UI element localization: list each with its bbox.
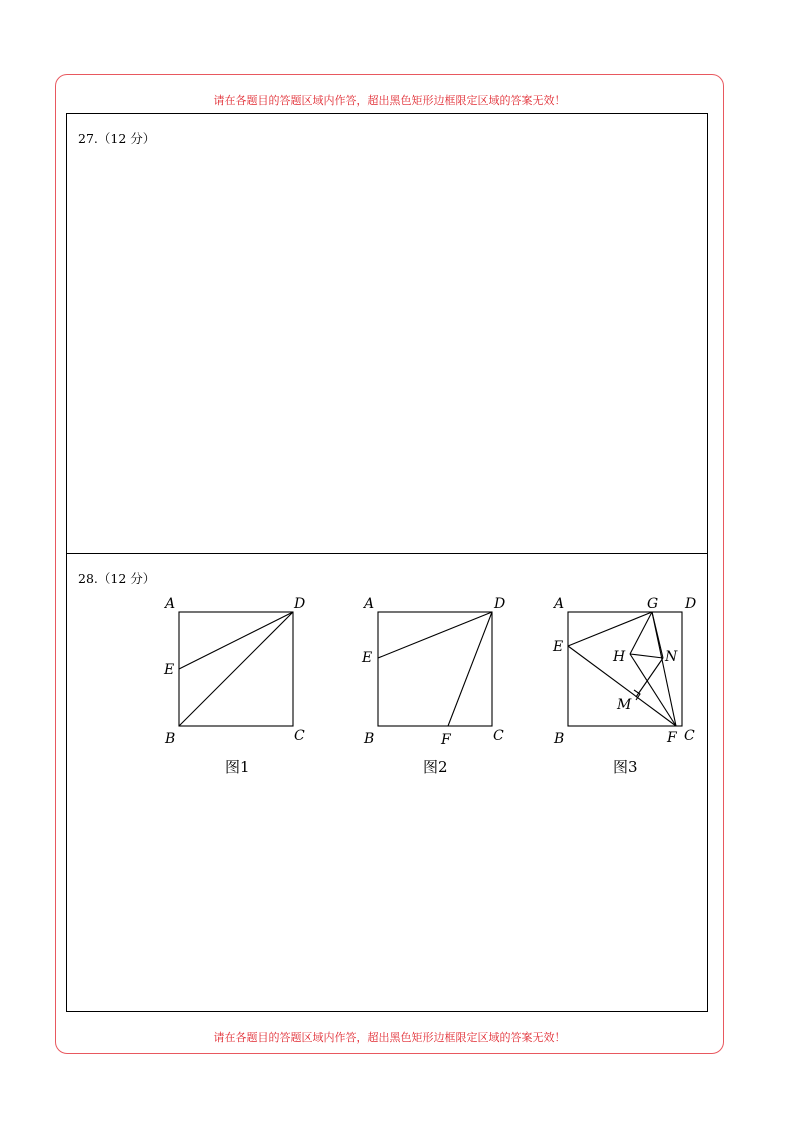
fig2-label-f: F xyxy=(441,732,451,748)
fig2-label-a: A xyxy=(364,596,375,612)
fig2-square xyxy=(378,612,492,726)
fig3-label-d: D xyxy=(685,596,697,612)
fig1-label-d: D xyxy=(294,596,306,612)
fig2-segment-ed xyxy=(378,612,492,658)
fig3-label-f: F xyxy=(667,730,677,746)
fig1-segment-ed xyxy=(179,612,293,669)
question-27-label: 27.（12 分） xyxy=(78,131,156,146)
answer-area-notice-top: 请在各题目的答题区域内作答，超出黑色矩形边框限定区域的答案无效！ xyxy=(213,94,566,107)
fig1-label-c: C xyxy=(294,728,305,744)
fig3-label-e: E xyxy=(553,639,564,655)
fig2-caption: 图2 xyxy=(423,758,448,776)
fig1-caption: 图1 xyxy=(225,758,250,776)
fig2-segment-fd xyxy=(448,612,492,726)
fig3-label-g: G xyxy=(647,596,659,612)
fig3-segment-nm xyxy=(636,658,663,697)
fig3-caption: 图3 xyxy=(613,758,638,776)
answer-area-notice-bottom: 请在各题目的答题区域内作答，超出黑色矩形边框限定区域的答案无效！ xyxy=(213,1031,566,1044)
fig3-segment-eg xyxy=(568,612,652,646)
fig2-label-e: E xyxy=(362,650,373,666)
question-28-label: 28.（12 分） xyxy=(78,571,156,586)
fig3-label-c: C xyxy=(684,728,695,744)
fig1-diagonal-bd xyxy=(179,612,293,726)
fig3-segment-gn xyxy=(652,612,663,658)
fig3-segment-gh xyxy=(630,612,652,654)
fig1-label-a: A xyxy=(165,596,176,612)
fig3-label-h: H xyxy=(613,649,626,665)
fig3-label-m: M xyxy=(617,697,632,713)
fig3-segment-hn xyxy=(630,654,663,658)
fig2-label-b: B xyxy=(364,731,375,747)
figure-1 xyxy=(179,612,293,726)
fig2-label-d: D xyxy=(494,596,506,612)
fig2-label-c: C xyxy=(493,728,504,744)
fig1-label-e: E xyxy=(164,662,175,678)
figure-2 xyxy=(378,612,492,726)
fig1-label-b: B xyxy=(165,731,176,747)
fig3-label-b: B xyxy=(554,731,565,747)
fig3-label-n: N xyxy=(665,649,678,665)
fig3-label-a: A xyxy=(554,596,565,612)
